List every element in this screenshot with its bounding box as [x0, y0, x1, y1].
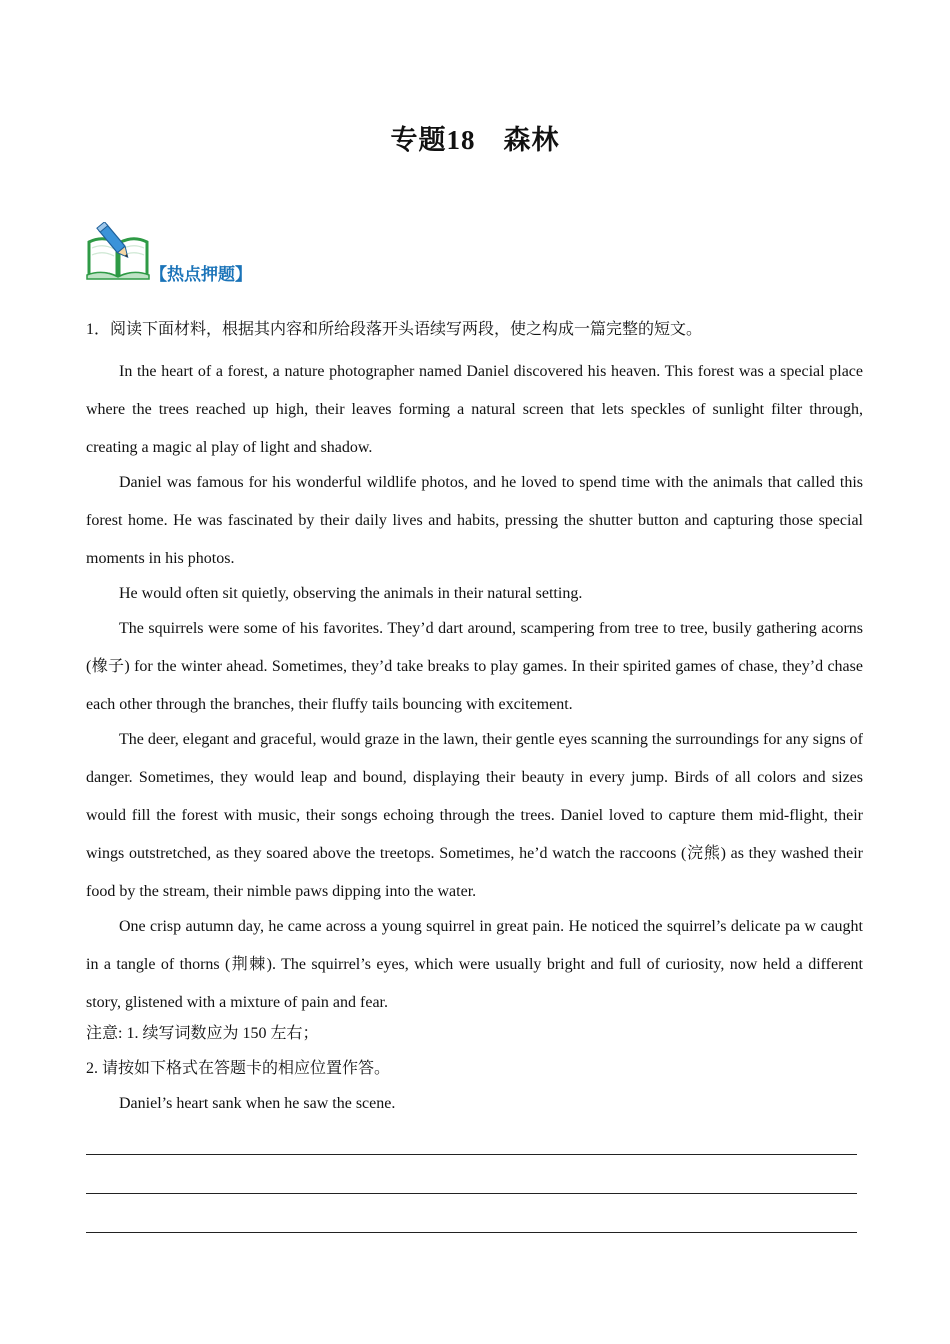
answer-line[interactable]: [86, 1155, 857, 1194]
section-header: [86, 222, 386, 284]
continuation-start: Daniel’s heart sank when he saw the scene.: [119, 1095, 396, 1112]
passage-paragraph: Daniel was famous for his wonderful wildlife photos, and he loved to spend time with the animals that called this forest home. He was fascinated by their daily lives and habits, pressing the shutter button and capturing those special moments in his photos.: [86, 474, 863, 567]
answer-line[interactable]: [86, 1194, 857, 1233]
answer-line[interactable]: [86, 1142, 857, 1155]
section-label: 【热点押题】: [150, 265, 252, 285]
passage-paragraph: He would often sit quietly, observing the animals in their natural setting.: [119, 585, 583, 602]
note-format: 2. 请按如下格式在答题卡的相应位置作答。: [86, 1060, 391, 1077]
passage-paragraph: The squirrels were some of his favorites. They’d dart around, scampering from tree to tree, busily gathering acorns (橡子) for the winter ahead. Sometimes, they’d take breaks to play games. In their spirited games of chase, they’d chase each other through the branches, their fluffy tails bouncing with excitement.: [86, 620, 863, 713]
passage-paragraph: The deer, elegant and graceful, would graze in the lawn, their gentle eyes scanning the surroundings for any signs of danger. Sometimes, they would leap and bound, displaying their beauty in every jump. Birds of all colors and sizes would fill the forest with music, their songs echoing through the trees. Daniel loved to capture them mid-flight, their wings outstretched, as they soared above the treetops. Sometimes, he’d watch the raccoons (浣熊) as they washed their food by the stream, their nimble paws dipping into the water.: [86, 731, 863, 900]
question-body: [86, 318, 863, 1233]
page-title: 专题18 森林: [390, 125, 560, 155]
passage-paragraph: In the heart of a forest, a nature photographer named Daniel discovered his heaven. This forest was a special place where the trees reached up high, their leaves forming a natural screen that lets speckles of sunlight filter through, creating a magic al play of light and shadow.: [86, 363, 863, 456]
answer-lines: [86, 1142, 863, 1233]
passage-paragraph: One crisp autumn day, he came across a young squirrel in great pain. He noticed the squirrel’s delicate pa w caught in a tangle of thorns (荆棘). The squirrel’s eyes, which were usually bright and full of curiosity, now held a different story, glistened with a mixture of pain and fear.: [86, 918, 863, 1011]
question-intro: 1．阅读下面材料，根据其内容和所给段落开头语续写两段，使之构成一篇完整的短文。: [86, 321, 703, 338]
note-word-count: 注意: 1. 续写词数应为 150 左右；: [86, 1025, 319, 1042]
book-pencil-icon: [86, 222, 150, 280]
